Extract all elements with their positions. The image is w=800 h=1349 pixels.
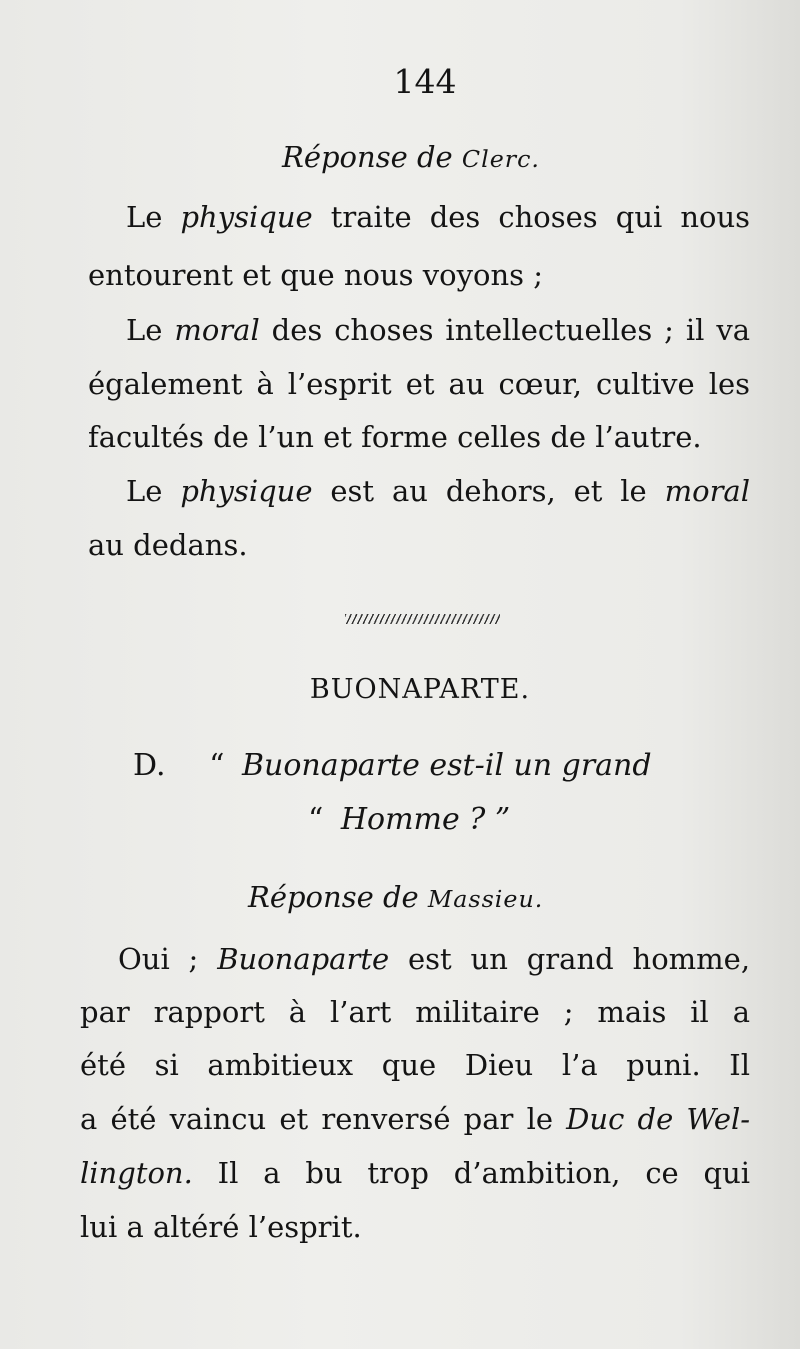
- ornamental-divider: [345, 614, 500, 624]
- word: des: [429, 200, 481, 234]
- text-line: facultés de l’un et forme celles de l’autre.: [88, 420, 702, 454]
- word: il: [690, 995, 709, 1029]
- word: si: [154, 1048, 179, 1082]
- word: au: [448, 367, 485, 401]
- word: vaincu: [169, 1102, 267, 1136]
- text-line: [80, 1156, 750, 1190]
- word: choses: [334, 313, 434, 347]
- word: dehors,: [445, 474, 556, 508]
- word: été: [110, 1102, 157, 1136]
- word: Dieu: [464, 1048, 534, 1082]
- response-heading-clerc: [282, 140, 540, 174]
- word: moral: [664, 474, 750, 508]
- word: que: [381, 1048, 437, 1082]
- word: qui: [615, 200, 663, 234]
- word: trop: [367, 1156, 429, 1190]
- word: Buonaparte: [217, 942, 390, 976]
- word: lington.: [80, 1156, 193, 1190]
- word: par: [463, 1102, 514, 1136]
- word: grand: [526, 942, 614, 976]
- word: renversé: [321, 1102, 451, 1136]
- word: ce: [645, 1156, 679, 1190]
- word: bu: [305, 1156, 343, 1190]
- heading-prefix: Réponse de: [248, 880, 428, 914]
- word: l’art: [330, 995, 392, 1029]
- text-line: [126, 313, 750, 347]
- word: nous: [680, 200, 751, 234]
- word: et: [405, 367, 435, 401]
- word: par: [80, 995, 130, 1029]
- respondent-name: Massieu.: [427, 885, 544, 913]
- word: est: [407, 942, 452, 976]
- word: l’a: [561, 1048, 598, 1082]
- response-heading-massieu: [248, 880, 543, 914]
- word: Le: [126, 200, 163, 234]
- word: est: [330, 474, 375, 508]
- word: d’ambition,: [453, 1156, 621, 1190]
- word: un: [470, 942, 508, 976]
- word: le: [620, 474, 647, 508]
- text-line: entourent et que nous voyons ;: [88, 258, 544, 292]
- word: choses: [498, 200, 598, 234]
- word: Le: [126, 474, 163, 508]
- page-number: 144: [393, 62, 457, 101]
- text-line: lui a altéré l’esprit.: [80, 1210, 362, 1244]
- question-text: Buonaparte est-il un grand: [241, 748, 652, 783]
- text-line: [118, 942, 750, 976]
- text-line: [80, 995, 750, 1029]
- word: Il: [217, 1156, 239, 1190]
- text-line: au dedans.: [88, 528, 248, 562]
- word: ambitieux: [207, 1048, 354, 1082]
- word: moral: [174, 313, 260, 347]
- word: des: [271, 313, 323, 347]
- word: physique: [180, 474, 313, 508]
- text-line: [80, 1102, 750, 1136]
- word: à: [288, 995, 307, 1029]
- word: militaire ;: [415, 995, 574, 1029]
- word: et: [279, 1102, 309, 1136]
- word: Il: [729, 1048, 751, 1082]
- word: et: [573, 474, 603, 508]
- word: Duc de Wel-: [566, 1102, 751, 1136]
- word: rapport: [153, 995, 265, 1029]
- word: l’esprit: [287, 367, 392, 401]
- word: cultive: [596, 367, 695, 401]
- word: mais: [597, 995, 667, 1029]
- word: puni.: [626, 1048, 701, 1082]
- question-line-2: [308, 802, 510, 837]
- word: au: [391, 474, 428, 508]
- text-line: [126, 474, 750, 508]
- text-line: [88, 367, 750, 401]
- word: physique: [180, 200, 313, 234]
- section-title: BUONAPARTE.: [309, 674, 531, 705]
- respondent-name: Clerc.: [461, 145, 540, 173]
- word: à: [256, 367, 274, 401]
- text-line: [126, 200, 750, 234]
- word: a: [263, 1156, 281, 1190]
- word: été: [80, 1048, 126, 1082]
- word: traite: [330, 200, 412, 234]
- word: va: [716, 313, 751, 347]
- word: également: [88, 367, 243, 401]
- word: qui: [703, 1156, 751, 1190]
- question-text: Homme ? ”: [340, 802, 511, 837]
- word: Oui ;: [118, 942, 199, 976]
- open-quote: “: [308, 802, 324, 837]
- word: cœur,: [498, 367, 583, 401]
- word: les: [708, 367, 751, 401]
- question-label: D.: [133, 748, 166, 783]
- word: a: [80, 1102, 98, 1136]
- open-quote: “: [209, 748, 225, 783]
- word: le: [526, 1102, 553, 1136]
- heading-prefix: Réponse de: [282, 140, 462, 174]
- word: Le: [126, 313, 163, 347]
- question-line-1: [133, 748, 652, 783]
- word: intellectuelles ;: [445, 313, 674, 347]
- word: homme,: [632, 942, 751, 976]
- word: il: [685, 313, 705, 347]
- text-line: [80, 1048, 750, 1082]
- word: a: [732, 995, 750, 1029]
